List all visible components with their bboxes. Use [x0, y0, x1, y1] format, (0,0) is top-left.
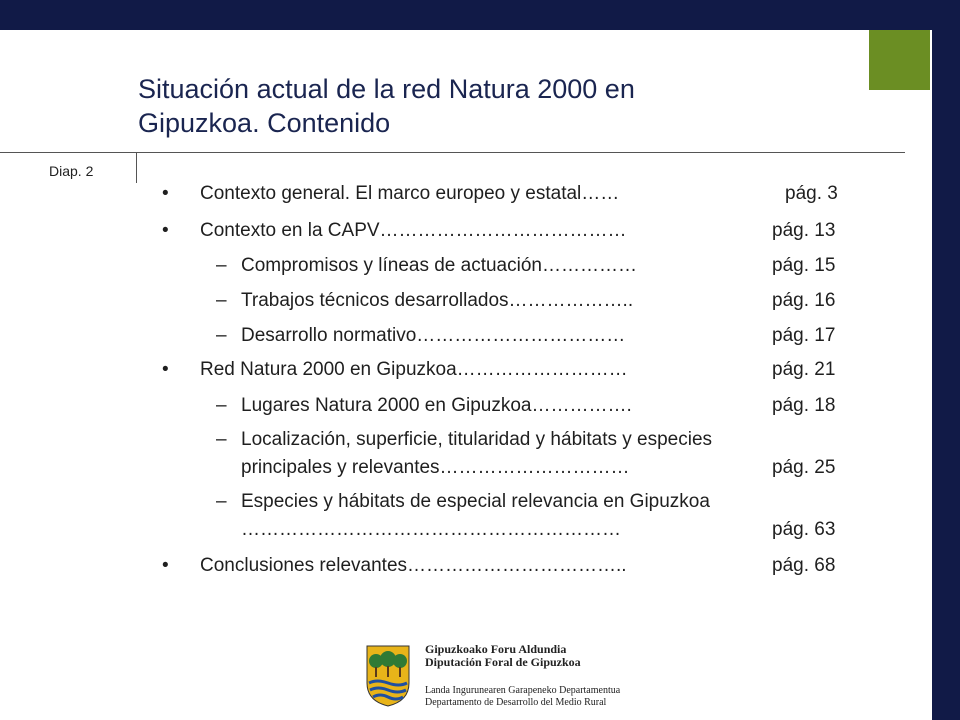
- toc-page: pág. 18: [772, 395, 836, 416]
- bullet-marker: •: [162, 555, 169, 576]
- bullet-marker: •: [162, 220, 169, 241]
- toc-page: pág. 25: [772, 457, 836, 478]
- toc-page: pág. 15: [772, 255, 836, 276]
- dash-marker: –: [216, 255, 227, 276]
- logo-institution-names: [425, 643, 581, 669]
- toc-page: pág. 21: [772, 359, 836, 380]
- logo-department-names: [425, 685, 620, 709]
- toc-page: pág. 16: [772, 290, 836, 311]
- gipuzkoa-shield-logo: [366, 645, 410, 707]
- toc-page: pág. 17: [772, 325, 836, 346]
- toc-item-lugares: Lugares Natura 2000 en Gipuzkoa…………….: [241, 395, 632, 416]
- logo-dept-basque: Landa Ingurunearen Garapeneko Departamentua: [425, 685, 621, 696]
- toc-item-red-natura: Red Natura 2000 en Gipuzkoa………………………: [200, 359, 628, 380]
- logo-dept-spanish: Departamento de Desarrollo del Medio Rural: [425, 697, 607, 708]
- toc-item-localizacion-cont: principales y relevantes…………………………: [241, 457, 630, 478]
- tree-trunk: [375, 667, 377, 677]
- dash-marker: –: [216, 290, 227, 311]
- slide-title: [138, 72, 858, 140]
- toc-item-trabajos: Trabajos técnicos desarrollados………………..: [241, 290, 634, 311]
- bullet-marker: •: [162, 183, 169, 204]
- vertical-divider: [136, 152, 137, 183]
- toc-page: pág. 3: [785, 183, 838, 204]
- toc-item-desarrollo-normativo: Desarrollo normativo……………………………: [241, 325, 626, 346]
- toc-page: pág. 63: [772, 519, 836, 540]
- tree-crown: [393, 654, 407, 668]
- toc-page: pág. 68: [772, 555, 836, 576]
- bullet-marker: •: [162, 359, 169, 380]
- dash-marker: –: [216, 491, 227, 512]
- slide-title-line1: Situación actual de la red Natura 2000 en: [138, 74, 635, 104]
- tree-trunk: [387, 666, 389, 677]
- tree-trunk: [399, 667, 401, 677]
- right-navy-bar: [932, 30, 960, 720]
- dash-marker: –: [216, 429, 227, 450]
- toc-item-conclusiones: Conclusiones relevantes……………………………..: [200, 555, 627, 576]
- dash-marker: –: [216, 395, 227, 416]
- toc-page: pág. 13: [772, 220, 836, 241]
- logo-line-basque: Gipuzkoako Foru Aldundia: [425, 642, 567, 656]
- toc-item-especies-habitats-cont: ……………………………………………………: [241, 519, 621, 540]
- toc-item-contexto-general: Contexto general. El marco europeo y estatal……: [200, 183, 620, 204]
- toc-item-contexto-capv: Contexto en la CAPV…………………………………: [200, 220, 627, 241]
- slide-title-line2: Gipuzkoa. Contenido: [138, 108, 391, 138]
- toc-item-especies-habitats: Especies y hábitats de especial relevancia en Gipuzkoa: [241, 491, 710, 512]
- toc-item-compromisos: Compromisos y líneas de actuación……………: [241, 255, 637, 276]
- logo-line-spanish: Diputación Foral de Gipuzkoa: [425, 655, 581, 669]
- slide-number: Diap. 2: [49, 163, 94, 179]
- green-accent-square: [869, 30, 930, 90]
- dash-marker: –: [216, 325, 227, 346]
- toc-item-localizacion: Localización, superficie, titularidad y hábitats y especies: [241, 429, 713, 450]
- top-navy-bar: [0, 0, 960, 30]
